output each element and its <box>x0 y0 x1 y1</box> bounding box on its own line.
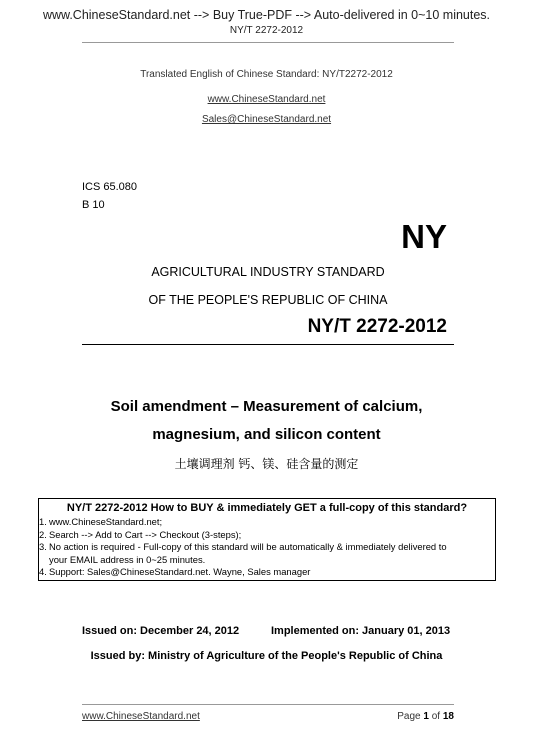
step-number: 3. <box>39 541 47 553</box>
list-item <box>39 516 447 529</box>
list-item <box>39 554 447 567</box>
implemented-date: Implemented on: January 01, 2013 <box>271 625 451 637</box>
header-doc-code: NY/T 2272-2012 <box>229 25 304 36</box>
translation-line: Translated English of Chinese Standard: NY/T2272-2012 <box>140 69 393 80</box>
step-text: www.ChineseStandard.net; <box>49 516 163 527</box>
standard-line-1: AGRICULTURAL INDUSTRY STANDARD <box>151 265 385 279</box>
header-banner: www.ChineseStandard.net --> Buy True-PDF --> Auto-delivered in 0~10 minutes. <box>42 8 491 22</box>
title-chinese: 土壤调理剂 钙、镁、硅含量的测定 <box>174 457 359 471</box>
website-row <box>0 89 533 107</box>
step-number: 4. <box>39 566 47 578</box>
step-number: 2. <box>39 528 47 540</box>
standard-prefix: NY <box>401 218 447 255</box>
header-divider <box>82 42 454 43</box>
step-text: your EMAIL address in 0~25 minutes. <box>49 553 206 565</box>
page-current: 1 <box>423 711 429 722</box>
standard-line-2: OF THE PEOPLE'S REPUBLIC OF CHINA <box>148 293 388 307</box>
footer-divider <box>82 704 454 705</box>
issued-date: Issued on: December 24, 2012 <box>82 625 240 637</box>
page-label: Page <box>397 711 421 722</box>
email-row <box>0 109 533 127</box>
page-number <box>360 711 454 722</box>
issuer: Issued by: Ministry of Agriculture of the People's Republic of China <box>90 650 443 662</box>
step-text: No action is required - Full-copy of this standard will be automatically & immediately delivered to <box>49 541 447 553</box>
step-text: Support: Sales@ChineseStandard.net. Wayne, Sales manager <box>49 566 311 578</box>
buy-steps-list <box>39 516 447 579</box>
step-number: 1. <box>39 516 47 527</box>
list-item <box>39 566 447 579</box>
email-link[interactable]: Sales@ChineseStandard.net <box>201 114 332 125</box>
step-text: Search --> Add to Cart --> Checkout (3-steps); <box>49 528 242 540</box>
ics-code: ICS 65.080 <box>82 181 138 193</box>
title-divider <box>82 344 454 345</box>
ccs-code: B 10 <box>82 199 105 211</box>
step-number <box>39 554 49 567</box>
buy-box-title: NY/T 2272-2012 How to BUY & immediately GET a full-copy of this standard? <box>66 502 468 514</box>
list-item <box>39 541 447 554</box>
website-link[interactable]: www.ChineseStandard.net <box>207 94 326 105</box>
page-of: of <box>431 711 441 722</box>
buy-info-box <box>38 498 496 581</box>
title-line-2: magnesium, and silicon content <box>152 426 381 443</box>
list-item <box>39 529 447 542</box>
title-line-1: Soil amendment – Measurement of calcium, <box>110 398 423 415</box>
standard-code: NY/T 2272-2012 <box>307 316 447 337</box>
page-total: 18 <box>442 711 454 722</box>
footer-website-link[interactable]: www.ChineseStandard.net <box>82 711 200 722</box>
